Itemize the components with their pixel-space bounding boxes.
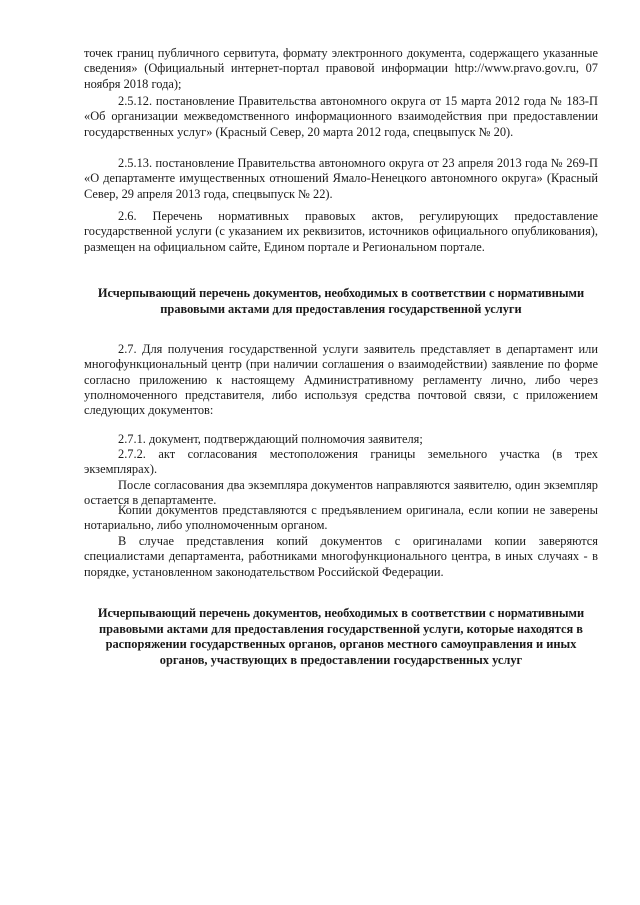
paragraph-2-7-1: 2.7.1. документ, подтверждающий полномочия заявителя;	[118, 432, 423, 446]
paragraph-approval-copies: После согласования два экземпляра документов направляются заявителю, один экземпляр остается в департаменте.	[84, 478, 598, 508]
paragraph-copy-certification: В случае представления копий документов с оригиналами копии заверяются специалистами департамента, работниками многофункционального центра, в иных случаях - в порядке, установленном законодательством Российской Федерации.	[84, 534, 598, 579]
section-heading-government-documents: Исчерпывающий перечень документов, необходимых в соответствии с нормативными правовыми актами для предоставления государственной услуги, которые находятся в распоряжении государственных органов, органов местного самоуправления и иных органов, участвующих в предоставлении государственных услуг	[97, 606, 585, 667]
paragraph-2-5-12: 2.5.12. постановление Правительства автономного округа от 15 марта 2012 года № 183-П «Об организации межведомственного информационного взаимодействия при предоставлении государственных услуг» (Красный Север, 20 марта 2012 года, спецвыпуск № 20).	[84, 94, 598, 139]
paragraph-2-6: 2.6. Перечень нормативных правовых актов, регулирующих предоставление государственной услуги (с указанием их реквизитов, источников официального опубликования), размещен на официальном сайте, Едином портале и Региональном портале.	[84, 209, 598, 254]
paragraph-document-copies: Копии документов представляются с предъявлением оригинала, если копии не заверены нотариально, либо уполномоченным органом.	[84, 503, 598, 533]
paragraph-2-5-13: 2.5.13. постановление Правительства автономного округа от 23 апреля 2013 года № 269-П «О департаменте имущественных отношений Ямало-Ненецкого автономного округа» (Красный Север, 29 апреля 2013 года, спецвыпуск № 22).	[84, 156, 598, 201]
paragraph-continuation: точек границ публичного сервитута, формату электронного документа, содержащего указанные сведения» (Официальный интернет-портал правовой информации http://www.pravo.gov.ru, 07 ноября 2018 года);	[84, 46, 598, 91]
paragraph-2-7: 2.7. Для получения государственной услуги заявитель представляет в департамент или многофункциональный центр (при наличии соглашения о взаимодействии) заявление по форме согласно приложению к настоящему Административному регламенту лично, либо через уполномоченного представителя, либо используя средства почтовой связи, с приложением следующих документов:	[84, 342, 598, 418]
section-heading-documents: Исчерпывающий перечень документов, необходимых в соответствии с нормативными правовыми актами для предоставления государственной услуги	[97, 286, 585, 316]
paragraph-2-7-2: 2.7.2. акт согласования местоположения границы земельного участка (в трех экземплярах).	[84, 447, 598, 477]
